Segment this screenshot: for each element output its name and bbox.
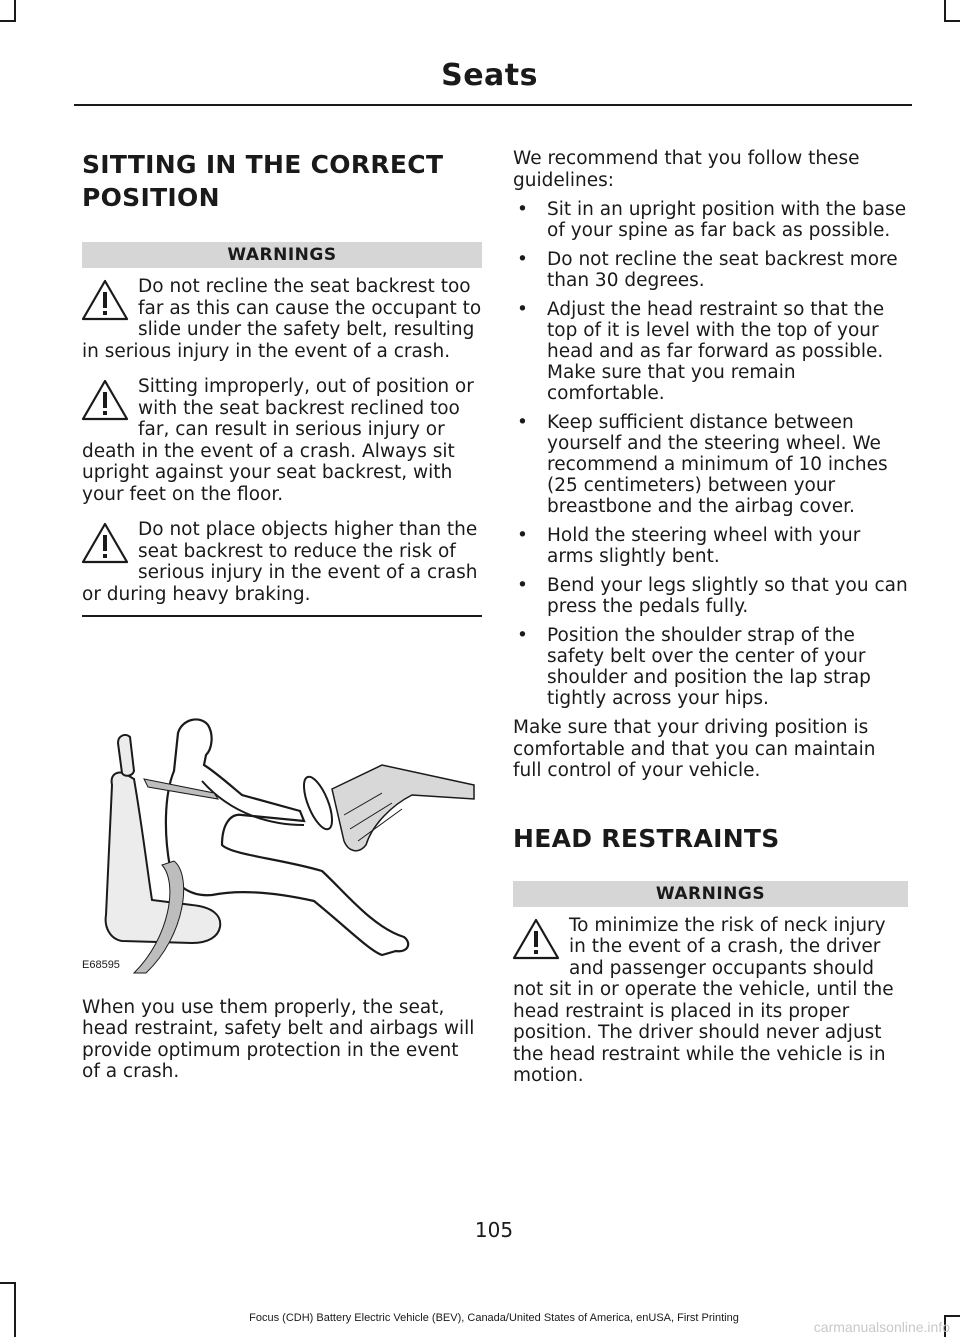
guideline-text: Position the shoulder strap of the safety belt over the center of your shoulder and position the lap strap tightly across your hips.: [547, 625, 871, 709]
bullet: •: [517, 525, 528, 546]
bullet: •: [517, 575, 528, 596]
driver-seated-illustration: [82, 675, 477, 975]
warnings-header: WARNINGS: [82, 242, 482, 268]
list-item: [513, 412, 908, 517]
warnings-box: [513, 881, 908, 1087]
header-divider: [74, 104, 912, 106]
warnings-box: [82, 242, 482, 617]
warning-text: Sitting improperly, out of position or with the seat backrest reclined too far, can result in serious injury or death in the event of a crash. Always sit upright against your seat backrest, with your feet on the floor.: [82, 376, 474, 505]
heading-line-2: POSITION: [82, 183, 220, 212]
list-item: [513, 249, 908, 291]
figure-code: E68595: [82, 958, 120, 971]
section-heading: [82, 148, 482, 214]
heading-line-1: SITTING IN THE CORRECT: [82, 150, 444, 179]
warning-item: [82, 519, 482, 605]
guideline-text: Sit in an upright position with the base of your spine as far back as possible.: [547, 199, 907, 241]
crop-mark: [944, 0, 946, 22]
guideline-text: Adjust the head restraint so that the top of it is level with the top of your head and as far forward as possible. Make sure that you remain comfortable.: [547, 299, 885, 404]
warning-text: Do not place objects higher than the seat backrest to reduce the risk of serious injury in the event of a crash or during heavy braking.: [82, 519, 478, 605]
list-item: [513, 575, 908, 617]
guidelines-list: [513, 199, 908, 709]
bullet: •: [517, 249, 528, 270]
crop-mark: [14, 0, 16, 22]
list-item: [513, 625, 908, 709]
bullet: •: [517, 299, 528, 320]
warning-triangle-icon: [80, 521, 130, 565]
list-item: [513, 525, 908, 567]
warning-text: To minimize the risk of neck injury in the event of a crash, the driver and passenger occupants should not sit in or operate the vehicle, until the head restraint is placed in its proper position. The driver should never adjust the head restraint while the vehicle is in motion.: [513, 914, 894, 1086]
warning-triangle-icon: [80, 378, 130, 422]
warning-text: Do not recline the seat backrest too far as this can cause the occupant to slide under the safety belt, resulting in serious injury in the event of a crash.: [82, 276, 482, 362]
seating-position-illustration: [82, 675, 477, 975]
bullet: •: [517, 625, 528, 646]
guideline-text: Keep sufficient distance between yourself and the steering wheel. We recommend a minimum of 10 inches (25 centimeters) between your breastbone and the airbag cover.: [547, 412, 888, 517]
guideline-text: Hold the steering wheel with your arms slightly bent.: [547, 525, 861, 567]
guidelines-intro: We recommend that you follow these guidelines:: [513, 148, 860, 191]
list-item: [513, 199, 908, 241]
crop-mark: [14, 1282, 16, 1337]
page-number: 105: [474, 1218, 514, 1242]
watermark: carmanualsonline.info: [813, 1319, 950, 1335]
bullet: •: [517, 412, 528, 433]
warnings-divider: [82, 615, 482, 617]
list-item: [513, 299, 908, 404]
closing-paragraph: Make sure that your driving position is comfortable and that you can maintain full control of your vehicle.: [513, 717, 876, 781]
crop-mark: [0, 20, 16, 22]
left-column: [82, 148, 482, 1083]
warnings-header: WARNINGS: [513, 881, 908, 907]
crop-mark: [0, 1282, 16, 1284]
guideline-text: Bend your legs slightly so that you can press the pedals fully.: [547, 575, 908, 617]
warning-item: [513, 915, 908, 1087]
warning-item: [82, 276, 482, 362]
guideline-text: Do not recline the seat backrest more than 30 degrees.: [547, 249, 898, 291]
warning-triangle-icon: [511, 917, 561, 961]
footer-text: Focus (CDH) Battery Electric Vehicle (BEV), Canada/United States of America, enUSA, First Printing: [249, 1312, 739, 1324]
warning-item: [82, 376, 482, 505]
section-heading: HEAD RESTRAINTS: [513, 823, 780, 853]
warning-triangle-icon: [80, 278, 130, 322]
bullet: •: [517, 199, 528, 220]
crop-mark: [944, 20, 960, 22]
figure-caption: When you use them properly, the seat, head restraint, safety belt and airbags will provide optimum protection in the event of a crash.: [82, 996, 475, 1082]
page-section-title: Seats: [441, 58, 538, 93]
right-column: [513, 148, 908, 1087]
